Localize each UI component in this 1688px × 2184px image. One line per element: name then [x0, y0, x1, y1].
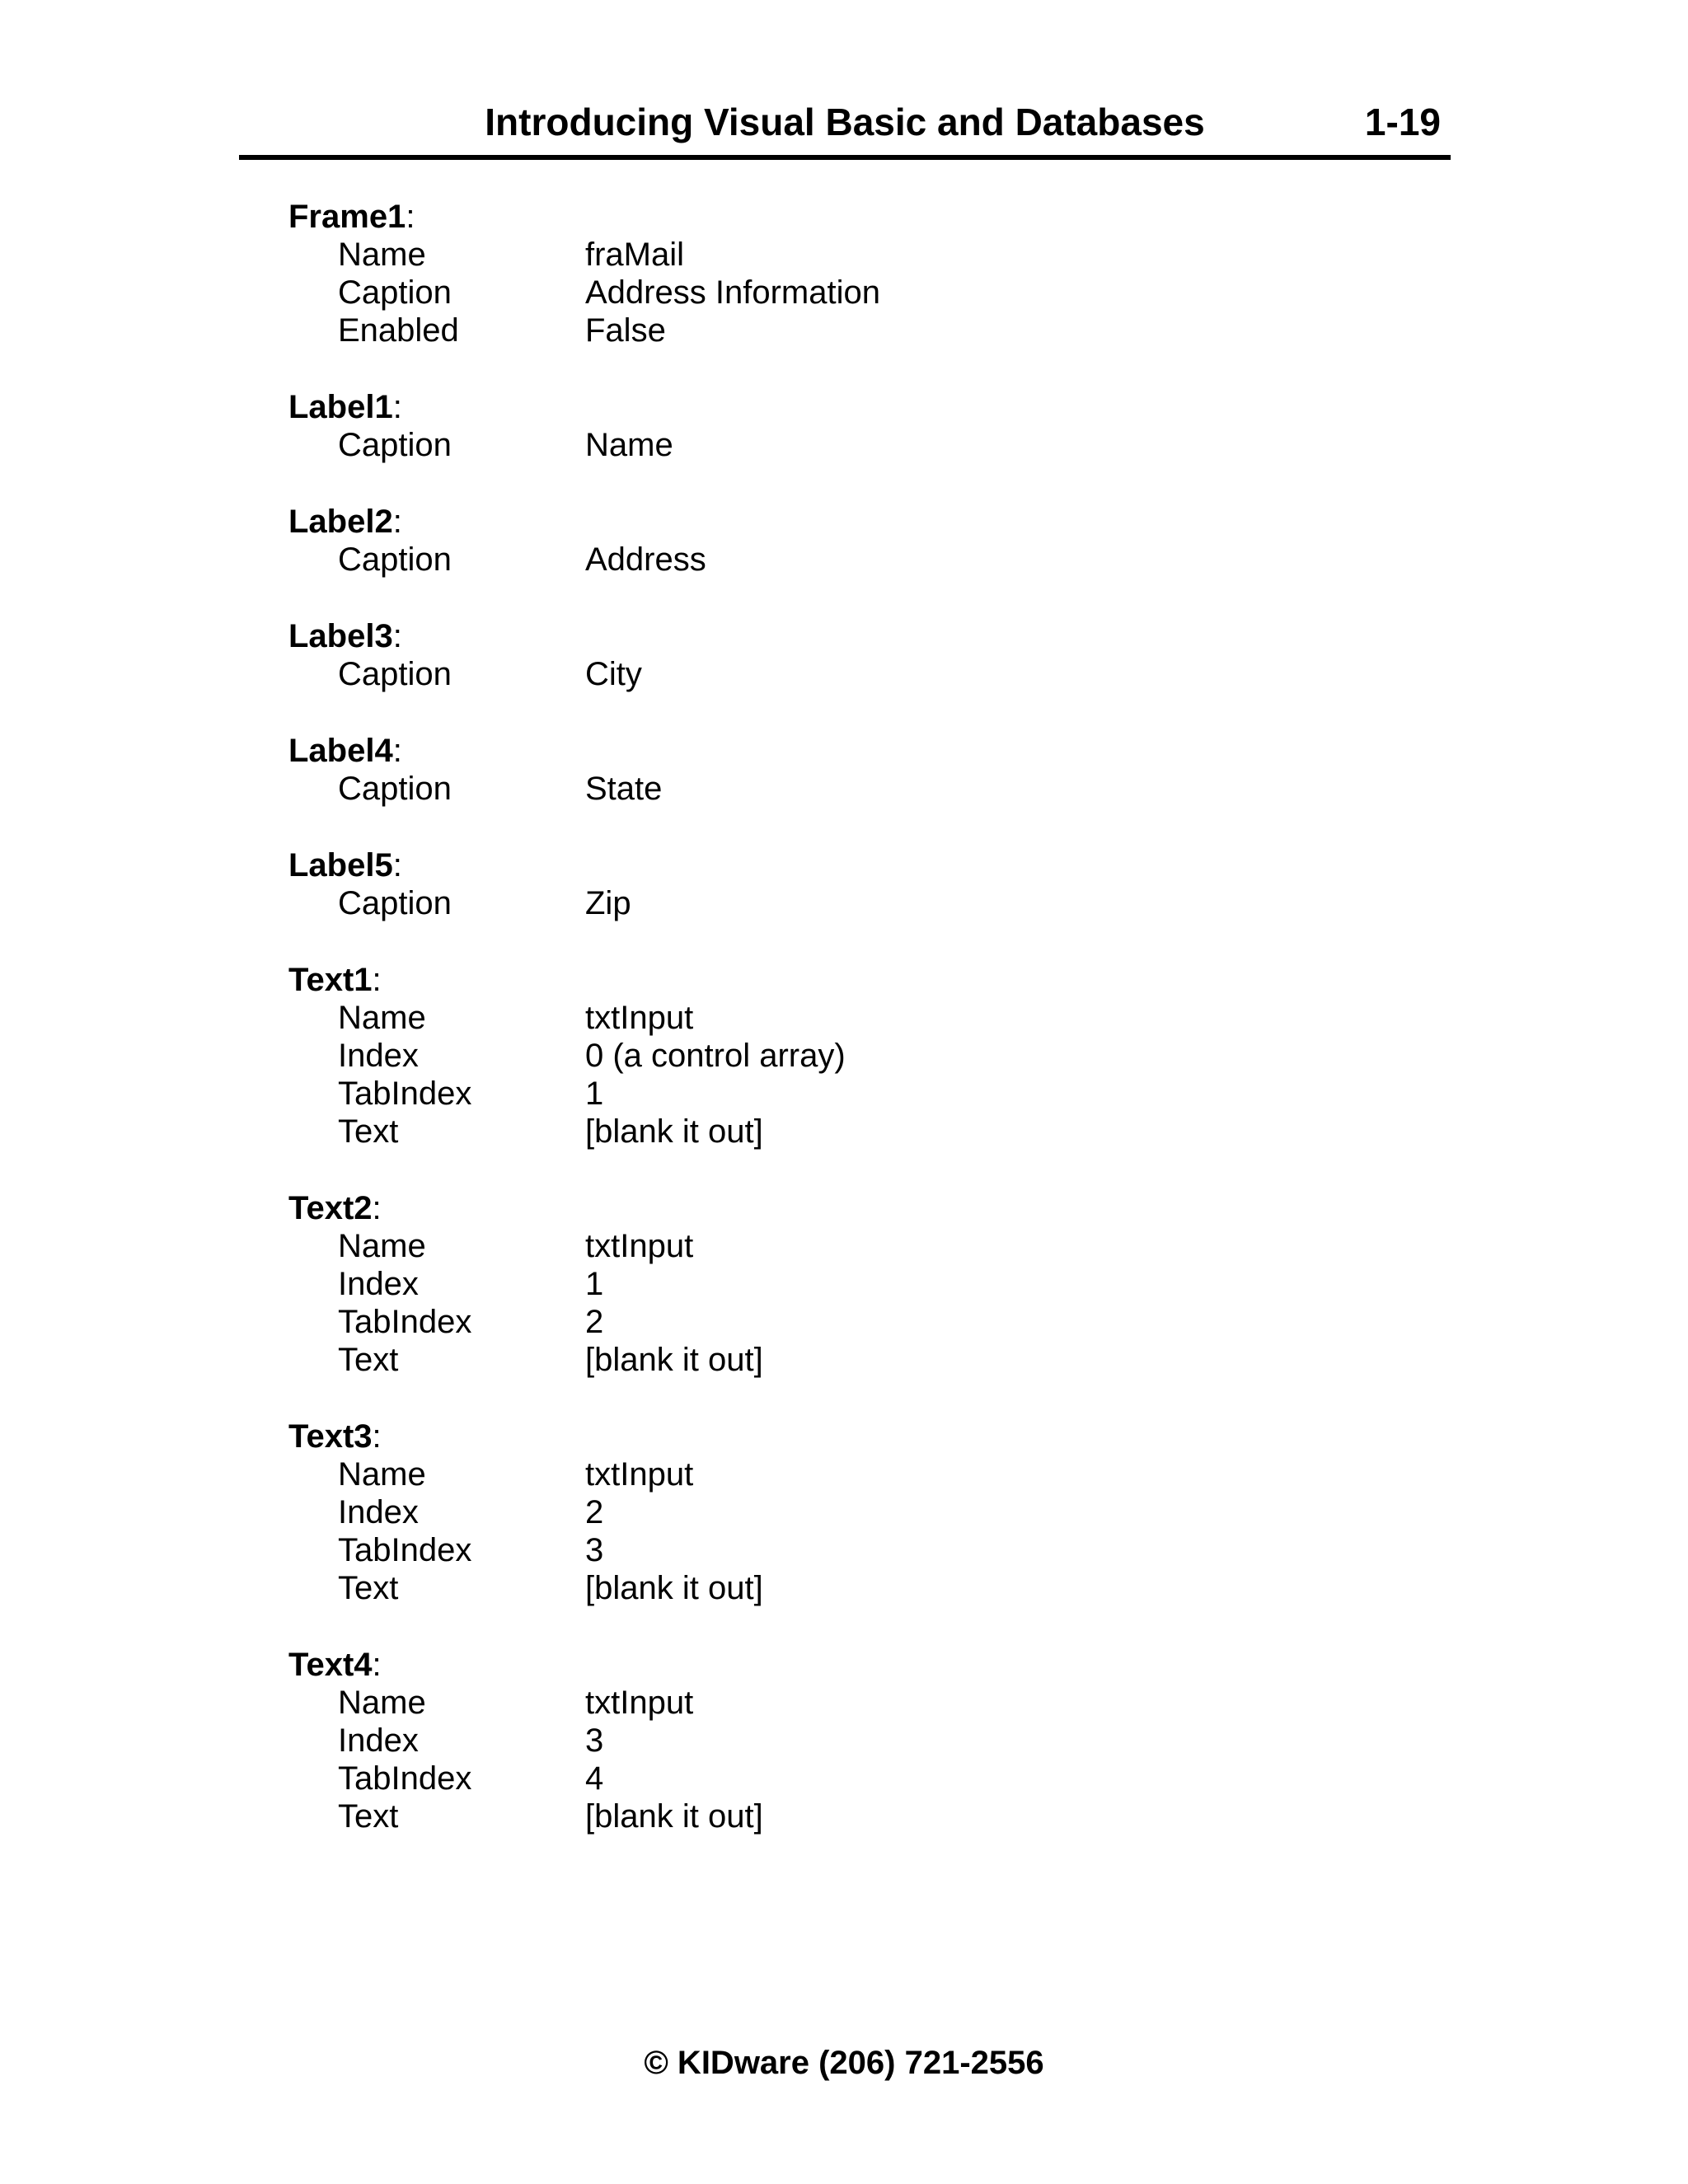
- property-row: [288, 999, 1442, 1037]
- property-row: [288, 655, 1442, 693]
- header-divider: [239, 155, 1451, 160]
- control-heading: [288, 198, 1442, 236]
- property-value: State: [585, 771, 663, 807]
- control-heading-colon: :: [372, 1647, 382, 1683]
- property-row: [288, 236, 1442, 274]
- property-name: Index: [338, 1722, 419, 1759]
- property-value: 0 (a control array): [585, 1038, 846, 1074]
- control-name: Text1: [288, 962, 373, 998]
- property-row: [288, 770, 1442, 808]
- control-heading: [288, 388, 1442, 426]
- control-heading-colon: :: [372, 1190, 382, 1226]
- control-block: [288, 1189, 1442, 1379]
- property-name: Name: [338, 1685, 426, 1721]
- property-row: [288, 1455, 1442, 1493]
- copyright-footer: © KIDware (206) 721-2556: [644, 2045, 1044, 2081]
- property-name: TabIndex: [338, 1076, 472, 1112]
- property-value: [blank it out]: [585, 1342, 763, 1378]
- property-name: Index: [338, 1038, 419, 1074]
- property-value: False: [585, 312, 666, 349]
- control-heading: [288, 846, 1442, 884]
- control-block: [288, 1646, 1442, 1835]
- page-number: 1-19: [1364, 101, 1441, 143]
- property-name: TabIndex: [338, 1532, 472, 1568]
- control-name: Label2: [288, 504, 393, 540]
- property-row: [288, 1797, 1442, 1835]
- property-row: [288, 426, 1442, 464]
- property-name: Caption: [338, 885, 452, 921]
- property-name: Caption: [338, 541, 452, 578]
- control-heading-colon: :: [406, 199, 415, 235]
- control-name: Label1: [288, 389, 393, 425]
- property-value: txtInput: [585, 1000, 694, 1036]
- control-heading-colon: :: [372, 1418, 382, 1455]
- property-name: Text: [338, 1113, 399, 1150]
- property-value: Address: [585, 541, 706, 578]
- property-value: txtInput: [585, 1456, 694, 1493]
- property-row: [288, 1684, 1442, 1722]
- property-name: Index: [338, 1494, 419, 1530]
- property-value: 3: [585, 1532, 604, 1568]
- control-name: Text3: [288, 1418, 373, 1455]
- control-block: [288, 961, 1442, 1151]
- property-value: 1: [585, 1266, 604, 1302]
- property-row: [288, 1569, 1442, 1607]
- property-name: TabIndex: [338, 1304, 472, 1340]
- property-row: [288, 1075, 1442, 1113]
- property-value: Address Information: [585, 274, 880, 311]
- property-name: Enabled: [338, 312, 459, 349]
- control-block: [288, 388, 1442, 464]
- control-heading: [288, 961, 1442, 999]
- property-name: Name: [338, 1000, 426, 1036]
- property-row: [288, 1493, 1442, 1531]
- control-heading: [288, 732, 1442, 770]
- property-row: [288, 312, 1442, 349]
- property-value: 3: [585, 1722, 604, 1759]
- control-heading-colon: :: [392, 504, 402, 540]
- property-row: [288, 1037, 1442, 1075]
- control-name: Text2: [288, 1190, 373, 1226]
- property-row: [288, 541, 1442, 579]
- property-value: Name: [585, 427, 673, 463]
- control-block: [288, 732, 1442, 808]
- property-row: [288, 274, 1442, 312]
- property-name: Text: [338, 1570, 399, 1606]
- control-heading-colon: :: [392, 618, 402, 654]
- property-name: Name: [338, 237, 426, 273]
- property-name: Text: [338, 1342, 399, 1378]
- property-value: 2: [585, 1494, 604, 1530]
- page-title: Introducing Visual Basic and Databases: [485, 101, 1205, 143]
- property-value: Zip: [585, 885, 631, 921]
- property-name: Text: [338, 1798, 399, 1835]
- control-heading-colon: :: [392, 733, 402, 769]
- property-row: [288, 884, 1442, 922]
- property-value: 4: [585, 1760, 604, 1797]
- property-name: Name: [338, 1228, 426, 1264]
- control-heading: [288, 617, 1442, 655]
- property-row: [288, 1265, 1442, 1303]
- property-name: Index: [338, 1266, 419, 1302]
- control-block: [288, 846, 1442, 922]
- control-heading: [288, 1646, 1442, 1684]
- property-name: Caption: [338, 427, 452, 463]
- property-name: TabIndex: [338, 1760, 472, 1797]
- property-row: [288, 1760, 1442, 1797]
- control-name: Text4: [288, 1647, 373, 1683]
- property-value: City: [585, 656, 642, 692]
- control-block: [288, 198, 1442, 349]
- control-name: Frame1: [288, 199, 406, 235]
- property-name: Caption: [338, 274, 452, 311]
- control-property-list: [288, 198, 1442, 1874]
- control-heading: [288, 503, 1442, 541]
- property-row: [288, 1722, 1442, 1760]
- property-value: [blank it out]: [585, 1570, 763, 1606]
- control-name: Label4: [288, 733, 393, 769]
- property-row: [288, 1341, 1442, 1379]
- control-heading-colon: :: [372, 962, 382, 998]
- page-header: [239, 97, 1451, 153]
- property-name: Name: [338, 1456, 426, 1493]
- property-row: [288, 1303, 1442, 1341]
- property-value: [blank it out]: [585, 1113, 763, 1150]
- property-row: [288, 1113, 1442, 1151]
- control-heading: [288, 1418, 1442, 1455]
- control-name: Label3: [288, 618, 393, 654]
- property-value: [blank it out]: [585, 1798, 763, 1835]
- property-value: txtInput: [585, 1228, 694, 1264]
- control-block: [288, 1418, 1442, 1607]
- property-name: Caption: [338, 771, 452, 807]
- control-name: Label5: [288, 847, 393, 883]
- property-value: 1: [585, 1076, 604, 1112]
- property-value: fraMail: [585, 237, 685, 273]
- property-row: [288, 1531, 1442, 1569]
- property-name: Caption: [338, 656, 452, 692]
- control-heading-colon: :: [392, 389, 402, 425]
- control-block: [288, 503, 1442, 579]
- control-block: [288, 617, 1442, 693]
- property-row: [288, 1227, 1442, 1265]
- control-heading: [288, 1189, 1442, 1227]
- control-heading-colon: :: [392, 847, 402, 883]
- property-value: 2: [585, 1304, 604, 1340]
- property-value: txtInput: [585, 1685, 694, 1721]
